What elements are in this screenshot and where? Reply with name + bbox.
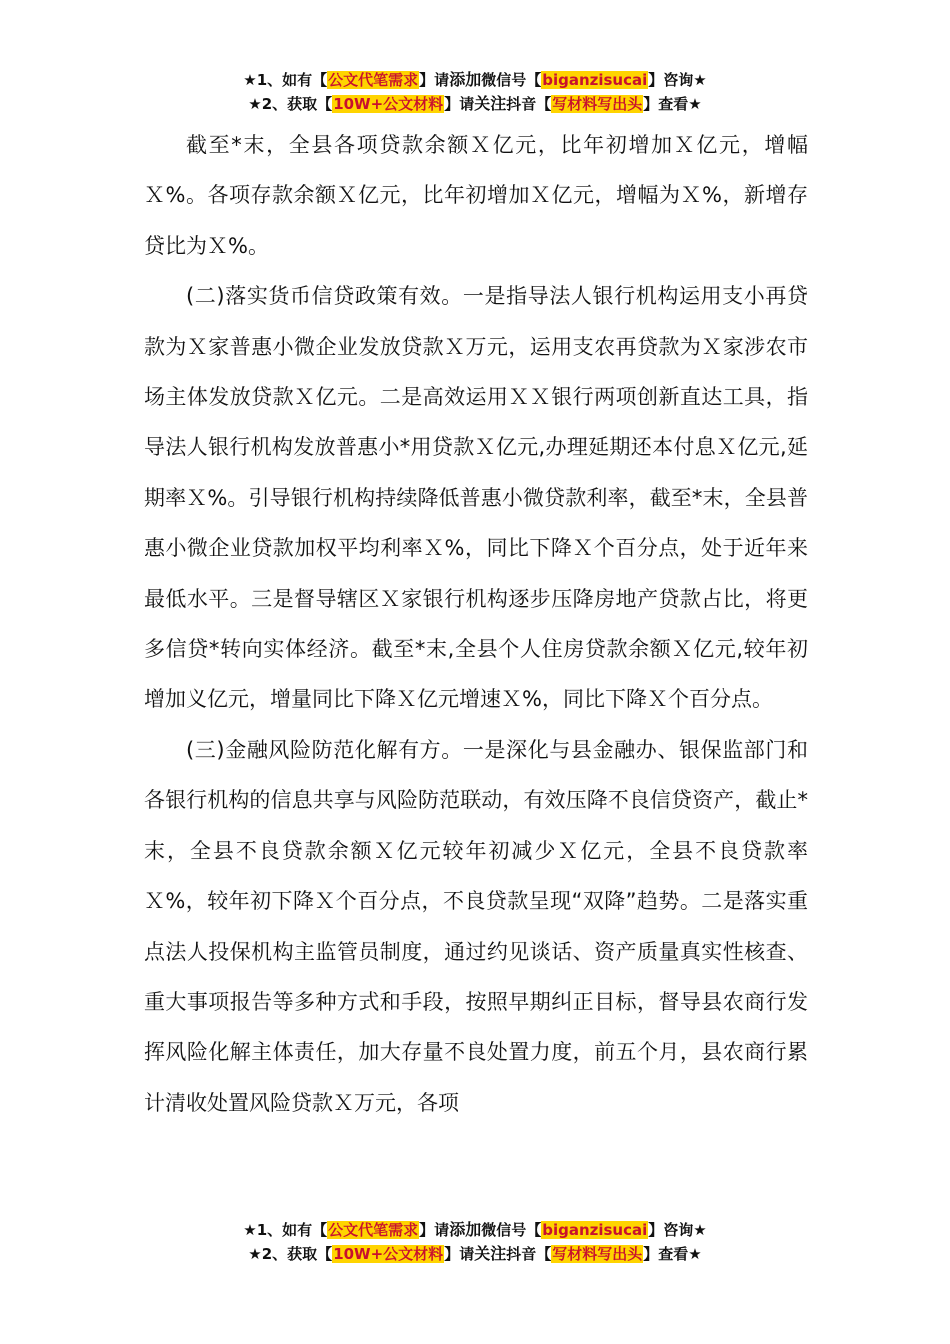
banner-emphasis: 添加 <box>449 1220 482 1239</box>
paragraph: (二)落实货币信贷政策有效。一是指导法人银行机构运用支小再贷款为Ｘ家普惠小微企业发放贷款Ｘ万元，运用支农再贷款为Ｘ家涉农市场主体发放贷款Ｘ亿元。二是高效运用ＸＸ银行两项创新直达工具，指导法人银行机构发放普惠小*用贷款Ｘ亿元,办理延期还本付息Ｘ亿元,延期率Ｘ%。引导银行机构持续降低普惠小微贷款利率，截至*末，全县普惠小微企业贷款加权平均利率Ｘ%，同比下降Ｘ个百分点，处于近年来最低水平。三是督导辖区Ｘ家银行机构逐步压降房地产贷款占比，将更多信贷*转向实体经济。截至*末,全县个人住房贷款余额Ｘ亿元,较年初增加义亿元，增量同比下降Ｘ亿元增速Ｘ%，同比下降Ｘ个百分点。 <box>144 284 808 712</box>
highlight-wechat-id: biganzisucai <box>542 71 648 89</box>
highlight-douyin-id: 写材料写出头 <box>552 95 643 113</box>
banner-text: 微信号【 <box>481 1221 542 1239</box>
footer-banner <box>0 1218 950 1266</box>
paragraph: 截至*末，全县各项贷款余额Ｘ亿元，比年初增加Ｘ亿元，增幅Ｘ%。各项存款余额Ｘ亿元，比年初增加Ｘ亿元，增幅为Ｘ%，新增存贷比为Ｘ%。 <box>144 133 808 258</box>
highlight-douyin-id: 写材料写出头 <box>552 1245 643 1263</box>
banner-text: ★2、获取【 <box>248 1245 333 1263</box>
banner-line-2 <box>0 1242 950 1266</box>
banner-text: 微信号【 <box>481 71 542 89</box>
banner-emphasis: 关注 <box>474 1244 507 1263</box>
banner-line-1 <box>0 1218 950 1242</box>
highlight-wechat-id: biganzisucai <box>542 1221 648 1239</box>
highlight-materials: 10W+公文材料 <box>333 1245 444 1263</box>
highlight-materials: 10W+公文材料 <box>333 95 444 113</box>
banner-line-1 <box>0 68 950 92</box>
banner-text: 】咨询★ <box>648 71 707 89</box>
header-banner <box>0 68 950 116</box>
banner-text: 】查看★ <box>643 95 702 113</box>
banner-text: 】咨询★ <box>648 1221 707 1239</box>
banner-text: ★2、获取【 <box>248 95 333 113</box>
document-body <box>144 120 808 1128</box>
banner-text: 】请 <box>444 1245 475 1263</box>
banner-emphasis: 添加 <box>449 70 482 89</box>
banner-text: 抖音【 <box>506 95 552 113</box>
highlight-service: 公文代笔需求 <box>328 71 419 89</box>
paragraph: (三)金融风险防范化解有方。一是深化与县金融办、银保监部门和各银行机构的信息共享与风险防范联动，有效压降不良信贷资产，截止*末，全县不良贷款余额Ｘ亿元较年初减少Ｘ亿元，全县不良贷款率Ｘ%，较年初下降Ｘ个百分点，不良贷款呈现“双降”趋势。二是落实重点法人投保机构主监管员制度，通过约见谈话、资产质量真实性核查、重大事项报告等多种方式和手段，按照早期纠正目标，督导县农商行发挥风险化解主体责任，加大存量不良处置力度，前五个月，县农商行累计清收处置风险贷款Ｘ万元，各项 <box>144 737 808 1115</box>
banner-text: 】查看★ <box>643 1245 702 1263</box>
banner-line-2 <box>0 92 950 116</box>
banner-text: 】请 <box>419 1221 450 1239</box>
banner-text: 抖音【 <box>506 1245 552 1263</box>
banner-text: ★1、如有【 <box>243 71 328 89</box>
highlight-service: 公文代笔需求 <box>328 1221 419 1239</box>
banner-text: ★1、如有【 <box>243 1221 328 1239</box>
banner-text: 】请 <box>444 95 475 113</box>
banner-text: 】请 <box>419 71 450 89</box>
banner-emphasis: 关注 <box>474 94 507 113</box>
